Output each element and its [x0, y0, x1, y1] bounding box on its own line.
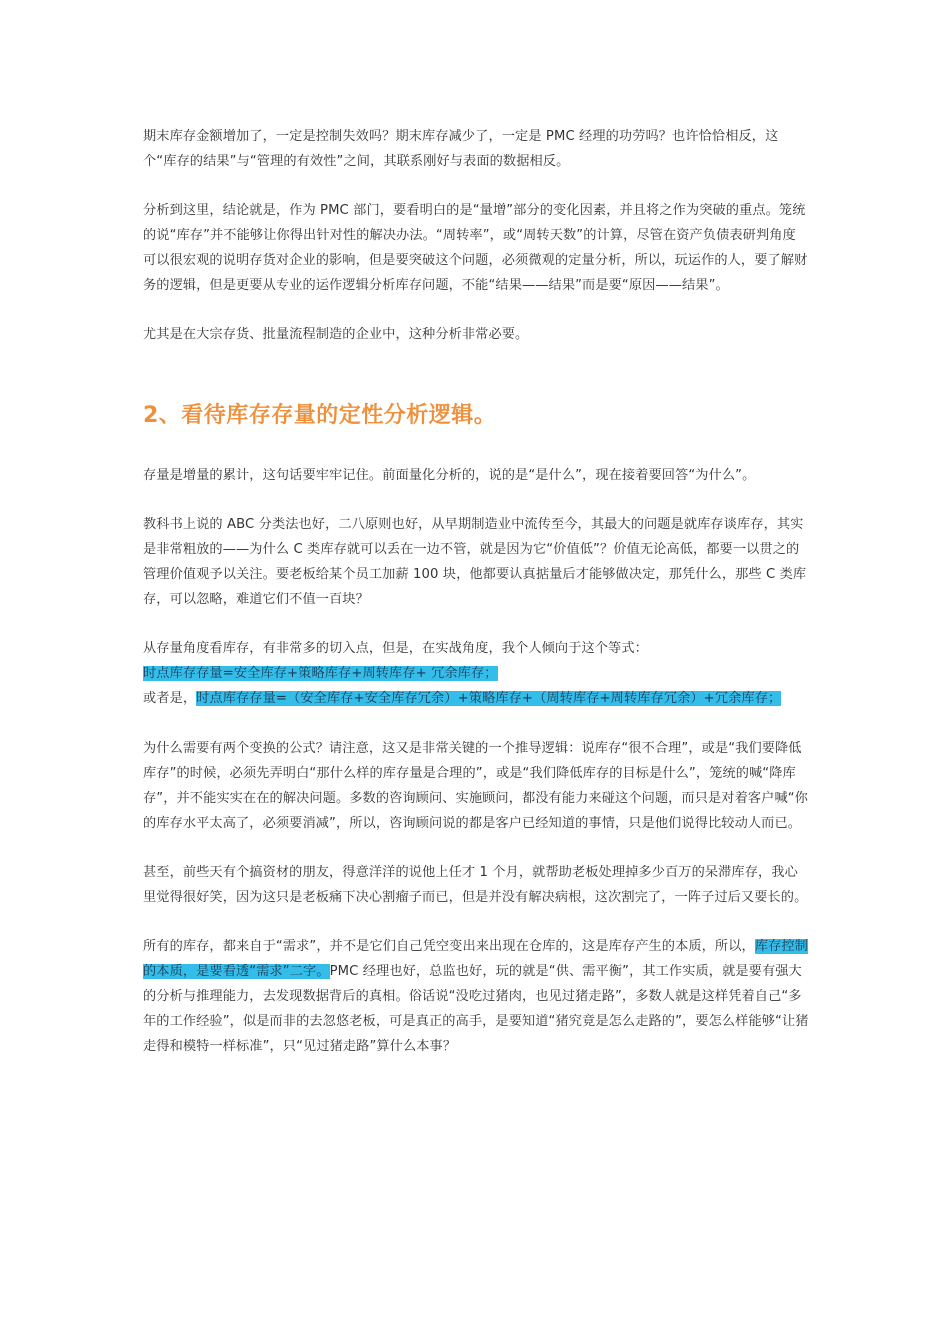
formula-or-label: 或者是，	[143, 691, 197, 706]
demand-highlight: 库存控制的本质，是要看透“需求”二字。	[143, 939, 808, 979]
section-heading: 2、看待库存存量的定性分析逻辑。	[143, 403, 497, 428]
demand-text-a: 所有的库存，都来自于“需求”，并不是它们自己凭空变出来出现在仓库的，这是库存产生的本质，所以，	[143, 939, 755, 954]
paragraph-inventory-formula	[143, 636, 809, 711]
formula-highlight-1: 时点库存存量=安全库存+策略库存+周转库存+ 冗余库存；	[143, 666, 498, 681]
paragraph-stock-accumulation: 存量是增量的累计，这句话要牢牢记住。前面量化分析的，说的是“是什么”，现在接着要回答“为什么”。	[143, 468, 756, 483]
paragraph-pmc-analysis: 分析到这里，结论就是，作为 PMC 部门，要看明白的是“量增”部分的变化因素，并且将之作为突破的重点。笼统的说“库存”并不能够让你得出针对性的解决办法。“周转率”，或“周转天数”的计算，尽管在资产负债表研判角度可以很宏观的说明存货对企业的影响，但是要突破这个问题，必须微观的定量分析，所以，玩运作的人，要了解财务的逻辑，但是更要从专业的运作逻辑分析库存问题，不能“结果——结果”而是要“原因——结果”。	[143, 203, 808, 293]
paragraph-ending-inventory: 期末库存金额增加了，一定是控制失效吗？期末库存减少了，一定是 PMC 经理的功劳吗？也许恰恰相反，这个“库存的结果”与“管理的有效性”之间，其联系刚好与表面的数据相反。	[143, 129, 779, 169]
formula-highlight-2: 时点库存存量=（安全库存+安全库存冗余）+策略库存+（周转库存+周转库存冗余）+冗余库存；	[196, 691, 782, 706]
demand-text-b: PMC 经理也好，总监也好，玩的就是“供、需平衡”，其工作实质，就是要有强大的分析与推理能力，去发现数据背后的真相。俗话说“没吃过猪肉，也见过猪走路”，多数人就是这样凭着自己“多年的工作经验”，似是而非的去忽悠老板，可是真正的高手，是要知道“猪究竟是怎么走路的”，要怎么样能够“让猪走得和模特一样标准”，只“见过猪走路”算什么本事？	[143, 964, 809, 1054]
document-body	[143, 124, 809, 1059]
paragraph-abc-classification: 教科书上说的 ABC 分类法也好，二八原则也好，从早期制造业中流传至今，其最大的问题是就库存谈库存，其实是非常粗放的——为什么 C 类库存就可以丢在一边不管，就是因为它“价值低”？价值无论高低，都要一以贯之的管理价值观予以关注。要老板给某个员工加薪 100 块，他都要认真掂量后才能够做决定，那凭什么，那些 C 类库存，可以忽略，难道它们不值一百块？	[143, 517, 807, 607]
paragraph-demand-essence	[143, 934, 809, 1059]
formula-intro: 从存量角度看库存，有非常多的切入点，但是，在实战角度，我个人倾向于这个等式：	[143, 641, 648, 656]
paragraph-dead-stock: 甚至，前些天有个搞资材的朋友，得意洋洋的说他上任才 1 个月，就帮助老板处理掉多少百万的呆滞库存，我心里觉得很好笑，因为这只是老板痛下决心割瘤子而已，但是并没有解决病根，这次割完了，一阵子过后又要长的。	[143, 865, 808, 905]
paragraph-bulk-manufacturing: 尤其是在大宗存货、批量流程制造的企业中，这种分析非常必要。	[143, 327, 529, 342]
paragraph-two-formulas: 为什么需要有两个变换的公式？请注意，这又是非常关键的一个推导逻辑：说库存“很不合理”，或是“我们要降低库存”的时候，必须先弄明白“那什么样的库存量是合理的”，或是“我们降低库存的目标是什么”，笼统的喊“降库存”，并不能实实在在的解决问题。多数的咨询顾问、实施顾问，都没有能力来碰这个问题，而只是对着客户喊“你的库存水平太高了，必须要消减”，所以，咨询顾问说的都是客户已经知道的事情，只是他们说得比较动人而已。	[143, 741, 808, 831]
